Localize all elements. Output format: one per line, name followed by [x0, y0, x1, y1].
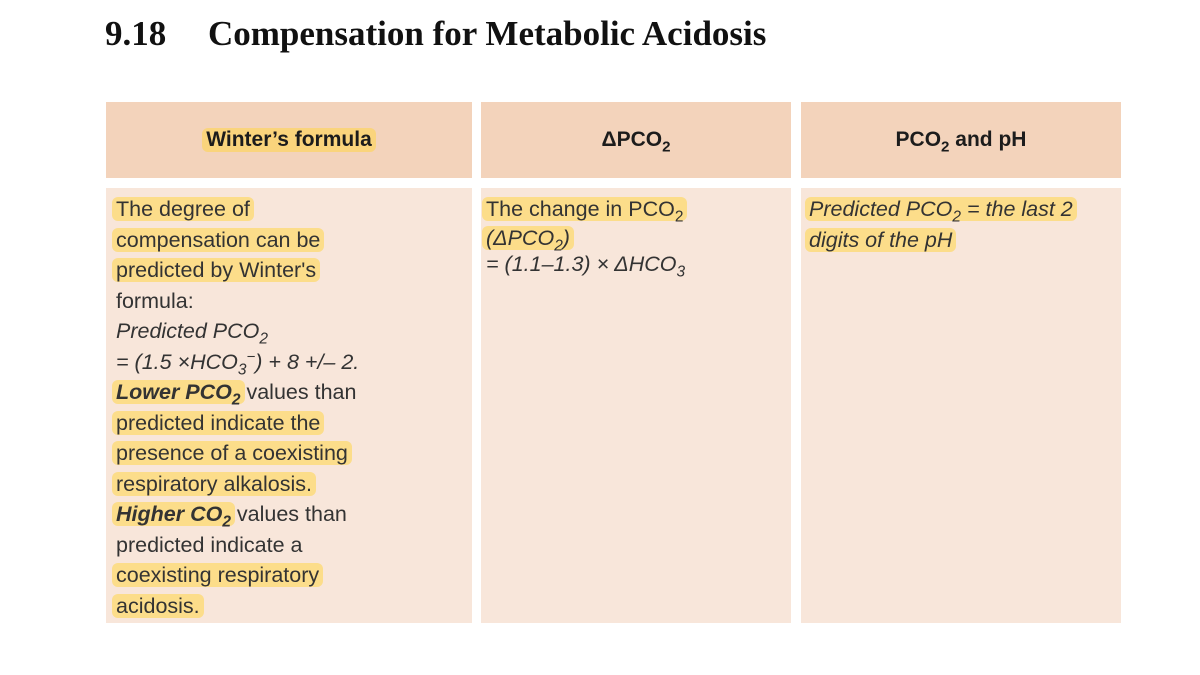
text-fragment: (ΔPCO [486, 225, 555, 250]
highlighted-term [112, 380, 245, 409]
text-fragment: values than [230, 502, 347, 526]
header-pco2-and-ph [801, 102, 1121, 178]
text-line [486, 225, 785, 254]
formula-text: = (1.1–1.3) × ΔHCO [486, 251, 677, 276]
subscript: 2 [554, 236, 563, 254]
formula-text: Predicted PCO [116, 319, 260, 343]
header-winters-formula [106, 102, 472, 178]
cell-winters-formula [106, 188, 472, 623]
cell-pco2-and-ph [801, 188, 1121, 623]
formula-line [116, 316, 466, 347]
bold-term: Lower PCO [116, 380, 232, 404]
text-line: formula: [116, 288, 194, 313]
text-line: The degree of [112, 197, 254, 221]
highlighted-text [805, 197, 1077, 226]
superscript: − [246, 347, 256, 365]
header-pco2-text: PCO [895, 128, 942, 151]
formula-line [486, 251, 785, 280]
header-delta-pco2-label [601, 128, 671, 156]
subscript: 3 [676, 262, 686, 280]
text-line: coexisting respiratory [112, 563, 323, 587]
formula-text: = (1.5 ×HCO [116, 349, 238, 374]
header-delta-pco2-text: ΔPCO [601, 128, 663, 151]
subscript: 2 [952, 208, 962, 226]
subscript: 2 [674, 208, 684, 226]
text-line: predicted by Winter's [112, 258, 320, 282]
header-delta-pco2 [481, 102, 791, 178]
formula-text: ) + 8 +/– 2. [255, 349, 360, 374]
text-fragment: ) [562, 225, 570, 250]
text-fragment: values than [240, 380, 357, 404]
highlighted-text: digits of the pH [805, 228, 956, 252]
section-title [105, 14, 766, 54]
text-line [809, 194, 1115, 225]
text-line: acidosis. [112, 594, 204, 618]
section-number: 9.18 [105, 14, 167, 53]
header-delta-pco2-subscript: 2 [662, 138, 671, 156]
text-line: respiratory alkalosis. [112, 472, 316, 496]
header-and-ph-text: and pH [949, 128, 1027, 151]
text-line: compensation can be [112, 228, 324, 252]
formula-line [116, 347, 466, 378]
text-fragment: = the last 2 [961, 197, 1073, 221]
bold-term: Higher CO [116, 502, 223, 526]
cell-delta-pco2 [481, 188, 791, 623]
highlighted-text [482, 225, 574, 254]
text-line: predicted indicate the [112, 411, 324, 435]
section-title-text: Compensation for Metabolic Acidosis [208, 14, 767, 53]
highlighted-text [482, 197, 687, 226]
header-pco2-and-ph-label [895, 128, 1027, 156]
header-pco2-subscript: 2 [941, 138, 950, 156]
text-fragment: The change in PCO [486, 197, 675, 221]
text-line [809, 225, 1115, 256]
header-winters-formula-label: Winter’s formula [202, 128, 376, 152]
subscript: 3 [237, 360, 247, 378]
text-line: presence of a coexisting [112, 441, 352, 465]
text-line [116, 377, 466, 408]
text-line: predicted indicate a [116, 532, 303, 557]
text-line [486, 194, 785, 225]
highlighted-term [112, 502, 235, 531]
subscript: 2 [222, 513, 231, 531]
subscript: 2 [231, 391, 241, 409]
subscript: 2 [259, 330, 269, 348]
text-fragment: Predicted PCO [809, 197, 953, 221]
text-line [116, 499, 466, 530]
